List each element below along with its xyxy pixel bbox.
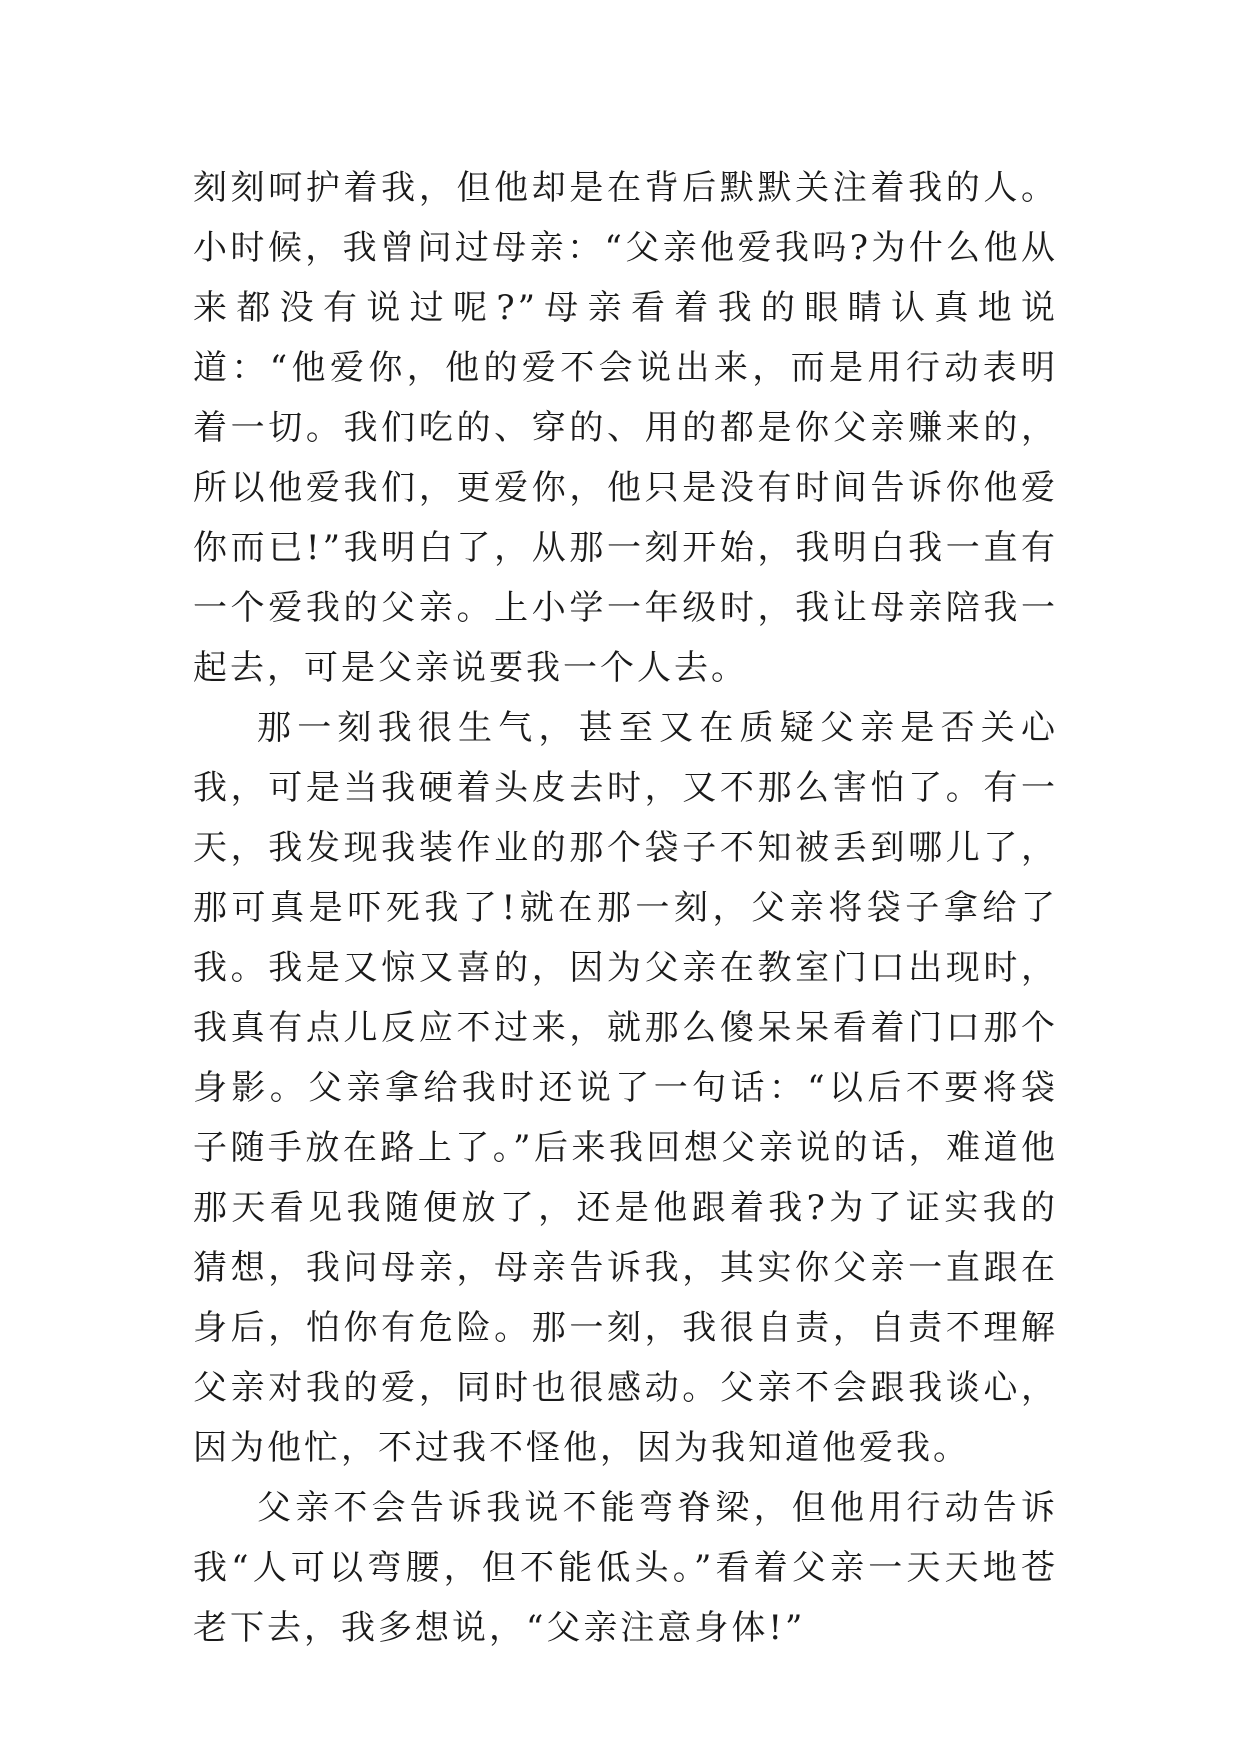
paragraph-3: 父亲不会告诉我说不能弯脊梁，但他用行动告诉我“人可以弯腰，但不能低头。”看着父亲一天天地苍老下去，我多想说，“父亲注意身体!” bbox=[193, 1488, 1058, 1648]
paragraph-1: 刻刻呵护着我，但他却是在背后默默关注着我的人。小时候，我曾问过母亲：“父亲他爱我吗?为什么他从来都没有说过呢?”母亲看着我的眼睛认真地说道：“他爱你，他的爱不会说出来，而是用行动表明着一切。我们吃的、穿的、用的都是你父亲赚来的，所以他爱我们，更爱你，他只是没有时间告诉你他爱你而已!”我明白了，从那一刻开始，我明白我一直有一个爱我的父亲。上小学一年级时，我让母亲陪我一起去，可是父亲说要我一个人去。 bbox=[193, 168, 1058, 688]
article-body bbox=[193, 158, 1058, 1658]
paragraph-2: 那一刻我很生气，甚至又在质疑父亲是否关心我，可是当我硬着头皮去时，又不那么害怕了。有一天，我发现我装作业的那个袋子不知被丢到哪儿了，那可真是吓死我了!就在那一刻，父亲将袋子拿给了我。我是又惊又喜的，因为父亲在教室门口出现时，我真有点儿反应不过来，就那么傻呆呆看着门口那个身影。父亲拿给我时还说了一句话：“以后不要将袋子随手放在路上了。”后来我回想父亲说的话，难道他那天看见我随便放了，还是他跟着我?为了证实我的猜想，我问母亲，母亲告诉我，其实你父亲一直跟在身后，怕你有危险。那一刻，我很自责，自责不理解父亲对我的爱，同时也很感动。父亲不会跟我谈心，因为他忙，不过我不怪他，因为我知道他爱我。 bbox=[193, 708, 1058, 1468]
